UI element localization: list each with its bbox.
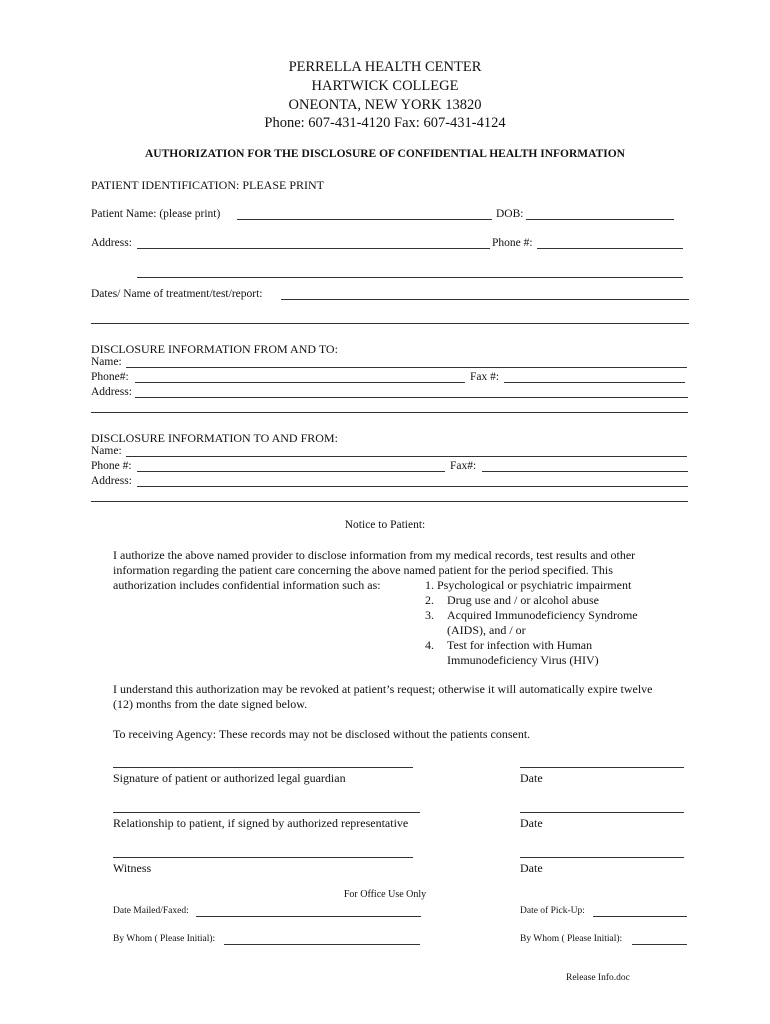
signature-field[interactable]	[113, 767, 413, 768]
address-label: Address:	[91, 237, 132, 249]
witness-label: Witness	[113, 861, 152, 875]
date-pickup-label: Date of Pick-Up:	[520, 906, 585, 916]
to-from-phone-label: Phone #:	[91, 460, 132, 472]
date-mailed-label: Date Mailed/Faxed:	[113, 906, 189, 916]
dob-field[interactable]	[526, 219, 674, 220]
list-text: Immunodeficiency Virus (HIV)	[447, 653, 599, 667]
to-from-address-field[interactable]	[137, 486, 688, 487]
from-to-address-label: Address:	[91, 386, 132, 398]
date-pickup-field[interactable]	[593, 916, 687, 917]
signature-date-label: Date	[520, 771, 543, 785]
from-to-address-field-2[interactable]	[91, 412, 688, 413]
list-item	[425, 593, 599, 608]
by-whom-pickup-field[interactable]	[632, 944, 687, 945]
patient-name-field[interactable]	[237, 219, 492, 220]
dates-treatment-label: Dates/ Name of treatment/test/report:	[91, 288, 263, 300]
revocation-line-2: (12) months from the date signed below.	[113, 697, 308, 711]
clinic-location: ONEONTA, NEW YORK 13820	[288, 97, 482, 113]
relationship-date-label: Date	[520, 816, 543, 830]
to-from-phone-field[interactable]	[137, 471, 445, 472]
notice-paragraph-line-2: information regarding the patient care concerning the above named patient for the period specified. This	[113, 563, 613, 577]
dates-treatment-field-2[interactable]	[91, 323, 689, 324]
to-from-address-field-2[interactable]	[91, 501, 688, 502]
receiving-agency-notice: To receiving Agency: These records may not be disclosed without the patients consent.	[113, 727, 531, 741]
list-item	[425, 578, 631, 593]
clinic-name: PERRELLA HEALTH CENTER	[288, 59, 482, 75]
list-text: Drug use and / or alcohol abuse	[447, 593, 599, 607]
list-item	[425, 608, 638, 623]
phone-field[interactable]	[537, 248, 683, 249]
signature-date-field[interactable]	[520, 767, 684, 768]
to-from-fax-field[interactable]	[482, 471, 688, 472]
list-number: 4.	[425, 638, 434, 652]
clinic-phone-fax: Phone: 607-431-4120 Fax: 607-431-4124	[264, 115, 506, 131]
list-text: Acquired Immunodeficiency Syndrome	[447, 608, 638, 622]
to-from-name-field[interactable]	[126, 456, 687, 457]
office-use-heading: For Office Use Only	[343, 889, 427, 900]
list-item	[425, 638, 593, 653]
list-number: 1.	[425, 578, 434, 592]
from-to-phone-label: Phone#:	[91, 371, 129, 383]
to-from-fax-label: Fax#:	[450, 460, 477, 472]
dates-treatment-field[interactable]	[281, 299, 689, 300]
from-to-address-field[interactable]	[135, 397, 688, 398]
relationship-label: Relationship to patient, if signed by authorized representative	[113, 816, 409, 830]
revocation-line-1: I understand this authorization may be revoked at patient’s request; otherwise it will automatically expire twelve	[113, 682, 653, 696]
date-mailed-field[interactable]	[196, 916, 421, 917]
list-text: Psychological or psychiatric impairment	[437, 578, 632, 592]
by-whom-label: By Whom ( Please Initial):	[113, 934, 216, 944]
notice-heading: Notice to Patient:	[344, 519, 426, 531]
relationship-date-field[interactable]	[520, 812, 684, 813]
to-from-address-label: Address:	[91, 475, 132, 487]
patient-name-label: Patient Name: (please print)	[91, 208, 221, 220]
patient-section-label: PATIENT IDENTIFICATION: PLEASE PRINT	[91, 178, 325, 192]
college-name: HARTWICK COLLEGE	[311, 78, 459, 94]
address-line-2-field[interactable]	[137, 277, 683, 278]
list-number: 2.	[425, 593, 434, 607]
to-from-heading: DISCLOSURE INFORMATION TO AND FROM:	[91, 431, 338, 445]
list-number: 3.	[425, 608, 434, 622]
list-item	[447, 623, 526, 638]
phone-label: Phone #:	[492, 237, 533, 249]
address-field[interactable]	[137, 248, 490, 249]
signature-label: Signature of patient or authorized legal guardian	[113, 771, 346, 785]
list-text: Test for infection with Human	[447, 638, 593, 652]
witness-field[interactable]	[113, 857, 413, 858]
by-whom-field[interactable]	[224, 944, 420, 945]
list-item	[447, 653, 599, 668]
from-to-fax-label: Fax #:	[470, 371, 500, 383]
from-to-name-label: Name:	[91, 356, 122, 368]
from-to-heading: DISCLOSURE INFORMATION FROM AND TO:	[91, 342, 338, 356]
dob-label: DOB:	[496, 208, 524, 220]
footer-filename: Release Info.doc	[566, 973, 630, 983]
form-title: AUTHORIZATION FOR THE DISCLOSURE OF CONFIDENTIAL HEALTH INFORMATION	[145, 148, 625, 160]
notice-paragraph-line-1: I authorize the above named provider to disclose information from my medical records, test results and other	[113, 548, 636, 562]
from-to-name-field[interactable]	[126, 367, 687, 368]
from-to-fax-field[interactable]	[504, 382, 685, 383]
witness-date-label: Date	[520, 861, 543, 875]
by-whom-pickup-label: By Whom ( Please Initial):	[520, 934, 623, 944]
relationship-field[interactable]	[113, 812, 420, 813]
to-from-name-label: Name:	[91, 445, 122, 457]
witness-date-field[interactable]	[520, 857, 684, 858]
notice-paragraph-line-3: authorization includes confidential information such as:	[113, 578, 381, 592]
list-text: (AIDS), and / or	[447, 623, 526, 637]
from-to-phone-field[interactable]	[135, 382, 465, 383]
